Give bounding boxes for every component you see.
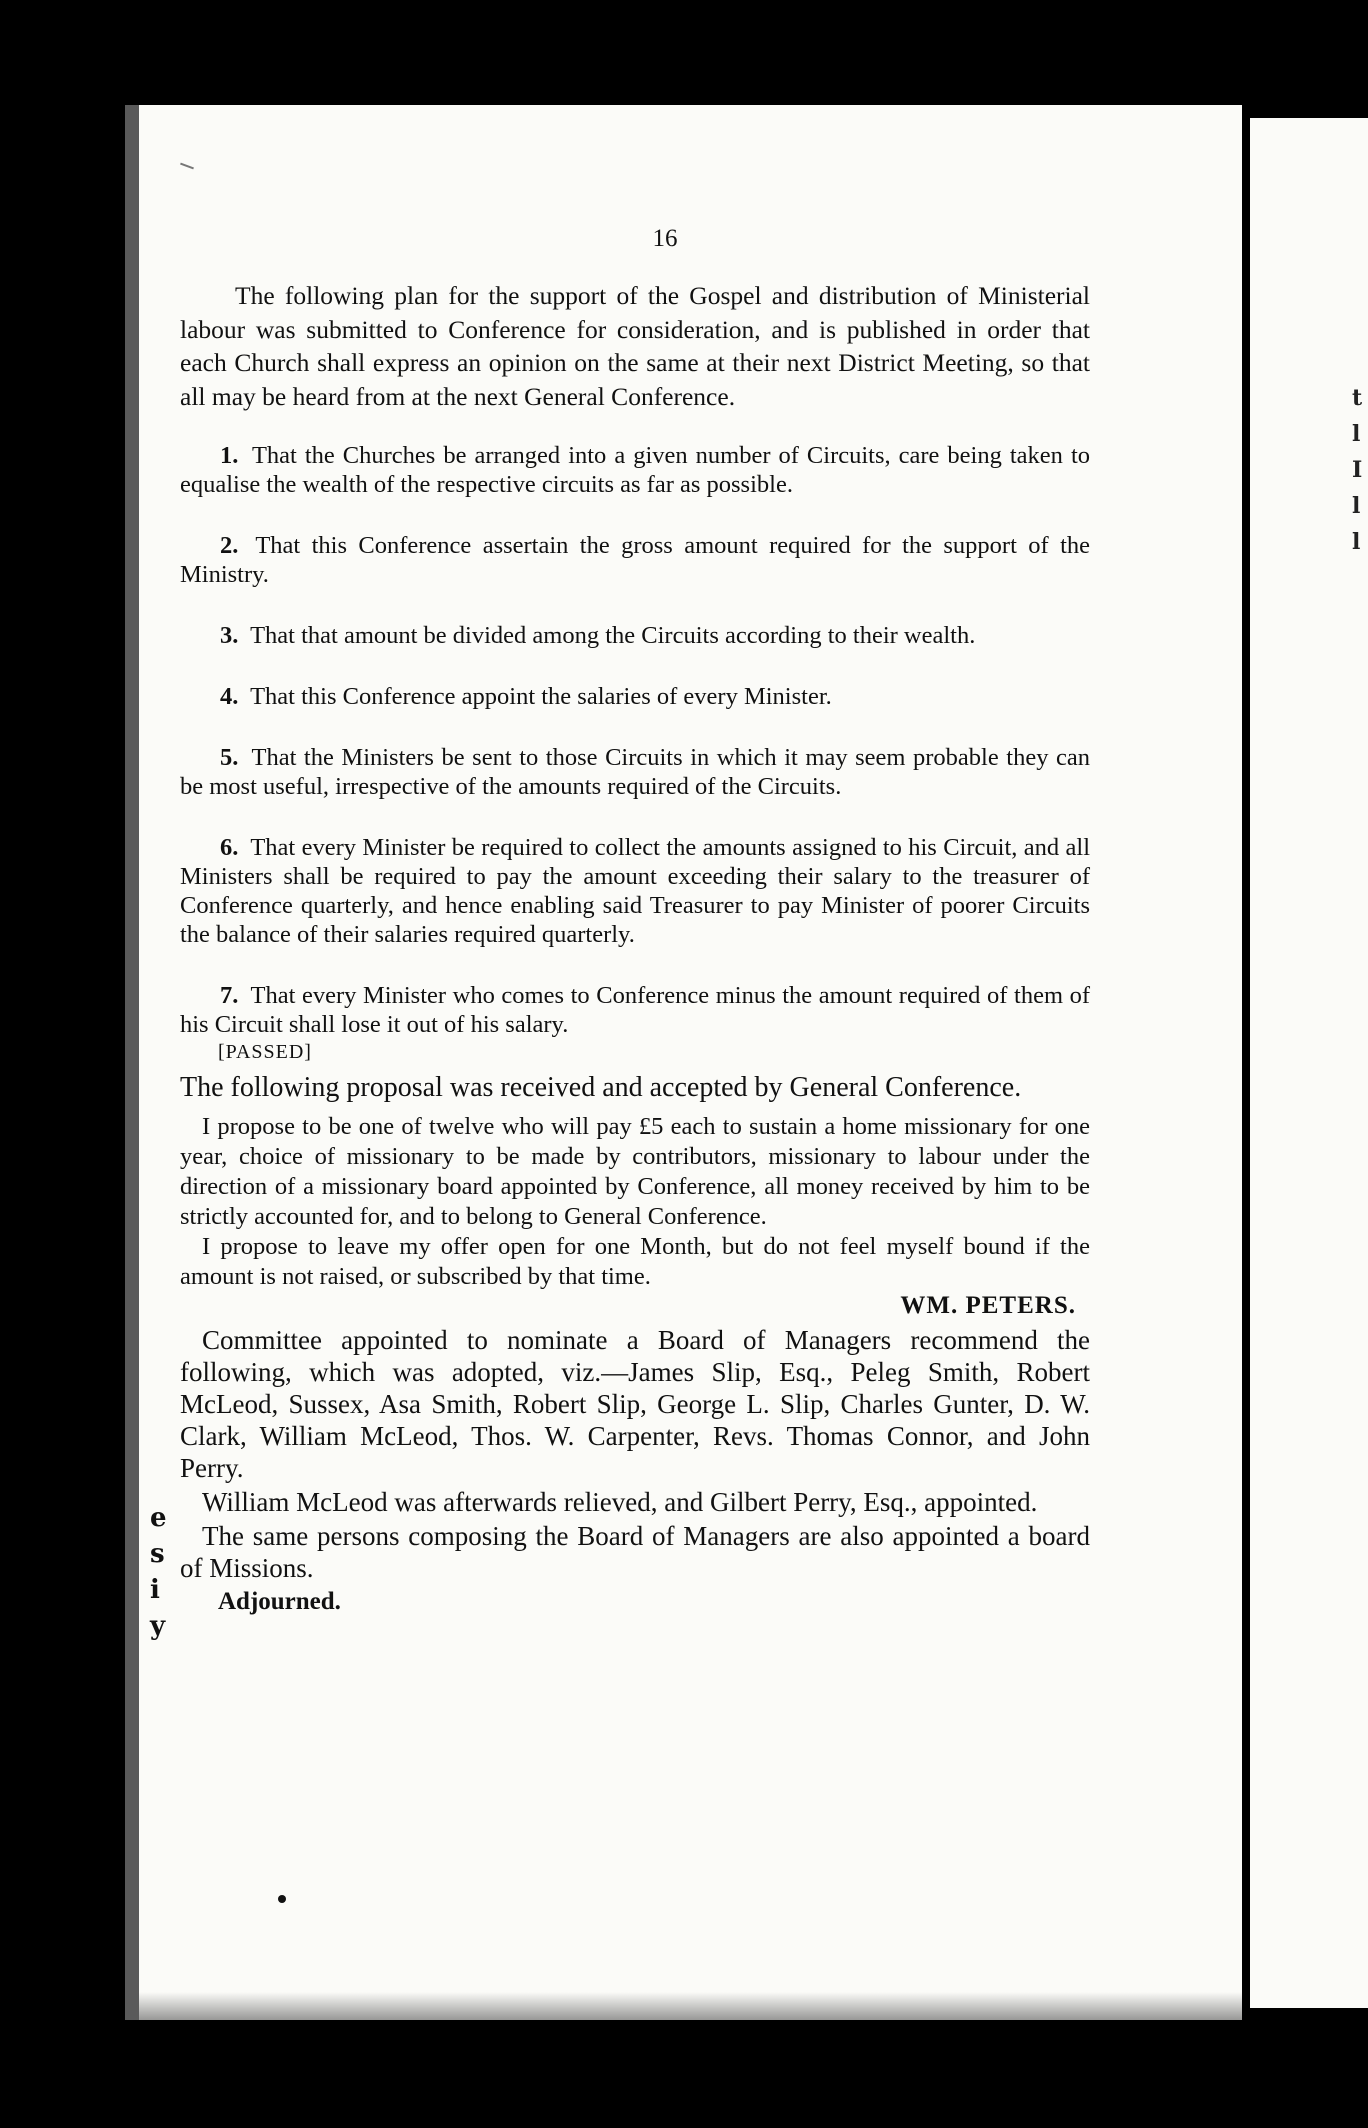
- resolution-text: That every Minister be required to collect the amounts assigned to his Circuit, and all Ministers shall be required to pay the amount exceeding their salary to the treasurer of Conference quarterly, and hence enabling said Treasurer to pay Minister of poorer Circuits the balance of their salaries required quarterly.: [180, 834, 1090, 948]
- resolution-number: 2.: [220, 532, 239, 559]
- resolution-item: [180, 743, 1090, 801]
- edge-letter: I: [1352, 457, 1363, 483]
- resolution-item: [180, 682, 1090, 711]
- left-margin-letters: [150, 1500, 180, 1644]
- signature: WM. PETERS.: [900, 1292, 1076, 1319]
- page-bottom-shadow: [139, 1992, 1242, 2020]
- resolution-number: 7.: [220, 982, 239, 1009]
- edge-letter: l: [1352, 421, 1361, 447]
- ink-dot: [278, 1895, 286, 1903]
- proposal-paragraph: I propose to be one of twelve who will pay £5 each to sustain a home missionary for one year, choice of missionary to be made by contributors, missionary to labour under the direction of a missionary board appointed by Conference, all money received by him to be strictly accounted for, and to belong to General Conference.: [180, 1113, 1090, 1230]
- margin-letter: i: [150, 1575, 160, 1605]
- resolution-item: [180, 531, 1090, 589]
- resolution-number: 3.: [220, 622, 239, 649]
- resolution-text: That the Churches be arranged into a given number of Circuits, care being taken to equalise the wealth of the respective circuits as far as possible.: [180, 442, 1091, 498]
- proposal-heading: The following proposal was received and accepted by General Conference.: [180, 1072, 1022, 1103]
- right-page-edge-letters: [1352, 380, 1368, 560]
- margin-letter: e: [150, 1503, 167, 1533]
- resolutions-list: [180, 441, 1090, 1039]
- edge-letter: t: [1352, 385, 1363, 411]
- resolution-text: That every Minister who comes to Conference minus the amount required of them of his Circuit shall lose it out of his salary.: [180, 982, 1090, 1038]
- resolution-item: [180, 441, 1090, 499]
- intro-paragraph: The following plan for the support of the Gospel and distribution of Ministerial labour was submitted to Conference for consideration, and is published in order that each Church shall express an opinion on the same at their next District Meeting, so that all may be heard from at the next General Conference.: [180, 281, 1090, 411]
- resolution-text: That this Conference appoint the salaries of every Minister.: [250, 683, 832, 710]
- resolution-number: 4.: [220, 683, 239, 710]
- resolution-item: [180, 621, 1090, 650]
- resolution-text: That that amount be divided among the Circuits according to their wealth.: [250, 622, 976, 649]
- resolution-item: [180, 833, 1090, 949]
- resolution-number: 5.: [220, 744, 239, 771]
- committee-paragraph: Committee appointed to nominate a Board of Managers recommend the following, which was adopted, viz.—James Slip, Esq., Peleg Smith, Robert McLeod, Sussex, Asa Smith, Robert Slip, George L. Slip, Charles Gunter, D. W. Clark, William McLeod, Thos. W. Carpenter, Revs. Thomas Connor, and John Perry.: [180, 1325, 1090, 1483]
- page-number: 16: [652, 225, 678, 252]
- committee-paragraph: William McLeod was afterwards relieved, and Gilbert Perry, Esq., appointed.: [202, 1487, 1038, 1517]
- resolution-text: That the Ministers be sent to those Circuits in which it may seem probable they can be most useful, irrespective of the amounts required of the Circuits.: [180, 744, 1090, 800]
- page-content: [180, 225, 1090, 1616]
- edge-letter: l: [1352, 493, 1361, 519]
- committee-paragraph: The same persons composing the Board of Managers are also appointed a board of Missions.: [180, 1521, 1090, 1583]
- resolution-item: [180, 981, 1090, 1039]
- proposal-paragraph: I propose to leave my offer open for one Month, but do not feel myself bound if the amount is not raised, or subscribed by that time.: [180, 1233, 1090, 1290]
- resolution-text: That this Conference assertain the gross amount required for the support of the Ministry.: [180, 532, 1090, 588]
- margin-letter: y: [150, 1611, 166, 1641]
- margin-letter: s: [150, 1539, 165, 1569]
- resolution-number: 1.: [220, 442, 239, 469]
- resolution-number: 6.: [220, 834, 239, 861]
- adjourned-note: Adjourned.: [218, 1588, 341, 1615]
- page-right-edge: [1250, 118, 1368, 2008]
- passed-note: [PASSED]: [218, 1041, 312, 1063]
- edge-letter: l: [1352, 529, 1361, 555]
